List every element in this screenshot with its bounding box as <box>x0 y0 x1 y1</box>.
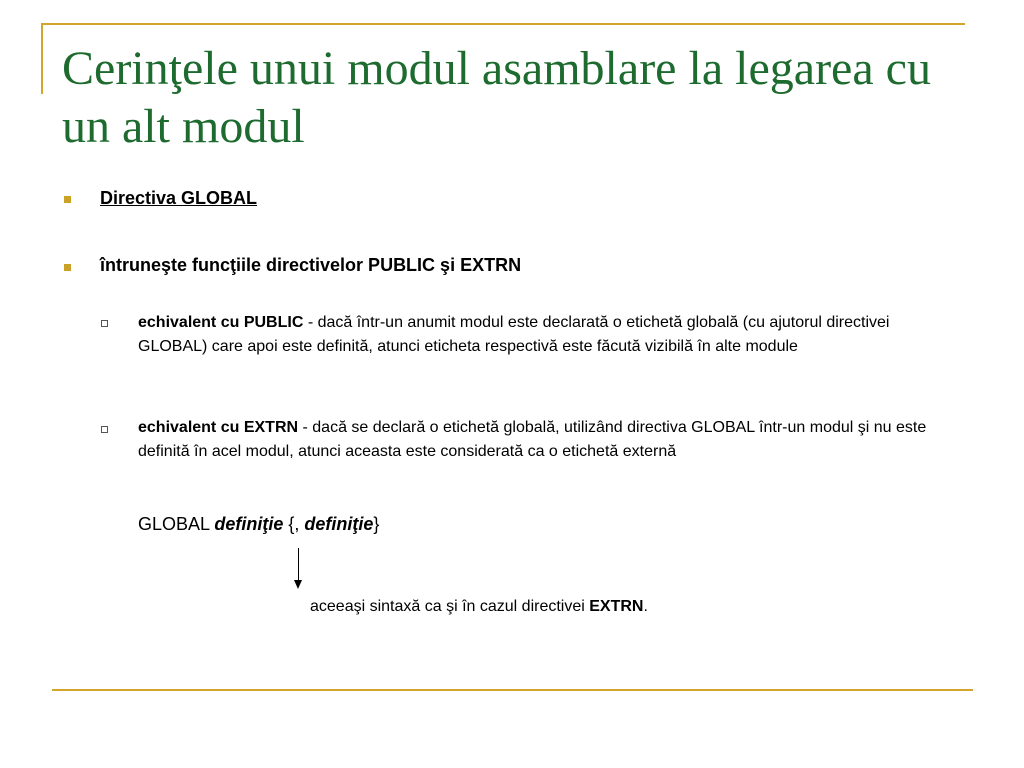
syntax-separator: {, <box>283 514 305 534</box>
sub-bullet-extrn <box>138 416 958 464</box>
bullet-intruneste: întruneşte funcţiile directivelor PUBLIC şi EXTRN <box>100 255 522 275</box>
note-keyword: EXTRN <box>589 598 644 615</box>
sub-bullet-body: - dacă se declară o etichetă globală, utilizând directiva GLOBAL într-un modul şi nu este definită în acel modul, atunci aceasta este considerată ca o etichetă externă <box>138 419 927 460</box>
sub-bullet-body: - dacă într-un anumit modul este declarată o etichetă globală (cu ajutorul directivei GLOBAL) care apoi este definită, atunci eticheta respectivă este făcută vizibilă în alte module <box>138 314 890 355</box>
sub-bullet-lead: echivalent cu PUBLIC <box>138 314 304 331</box>
note-prefix: aceeaşi sintaxă ca şi în cazul directivei <box>310 598 590 615</box>
syntax-term: definiţie <box>304 514 374 534</box>
bullet-directiva-global <box>100 187 257 209</box>
top-rule <box>41 23 965 25</box>
slide-title: Cerinţele unui modul asamblare la legarea cu un alt modul <box>62 42 931 153</box>
global-syntax <box>138 512 379 536</box>
hollow-square-bullet-icon <box>101 320 108 327</box>
sub-bullet-lead: echivalent cu EXTRN <box>138 419 299 436</box>
syntax-note <box>310 596 648 618</box>
syntax-keyword: GLOBAL <box>138 514 215 534</box>
arrow-head-icon <box>294 580 302 589</box>
square-bullet-icon <box>64 196 71 203</box>
syntax-term: definiţie <box>214 514 284 534</box>
bottom-rule <box>52 689 973 691</box>
note-suffix: . <box>643 598 648 615</box>
syntax-close: } <box>373 514 380 534</box>
down-arrow-icon <box>298 548 299 580</box>
left-rule <box>41 23 43 94</box>
sub-bullet-public <box>138 311 958 359</box>
hollow-square-bullet-icon <box>101 426 108 433</box>
bullet-label: Directiva GLOBAL <box>100 188 258 208</box>
square-bullet-icon <box>64 264 71 271</box>
